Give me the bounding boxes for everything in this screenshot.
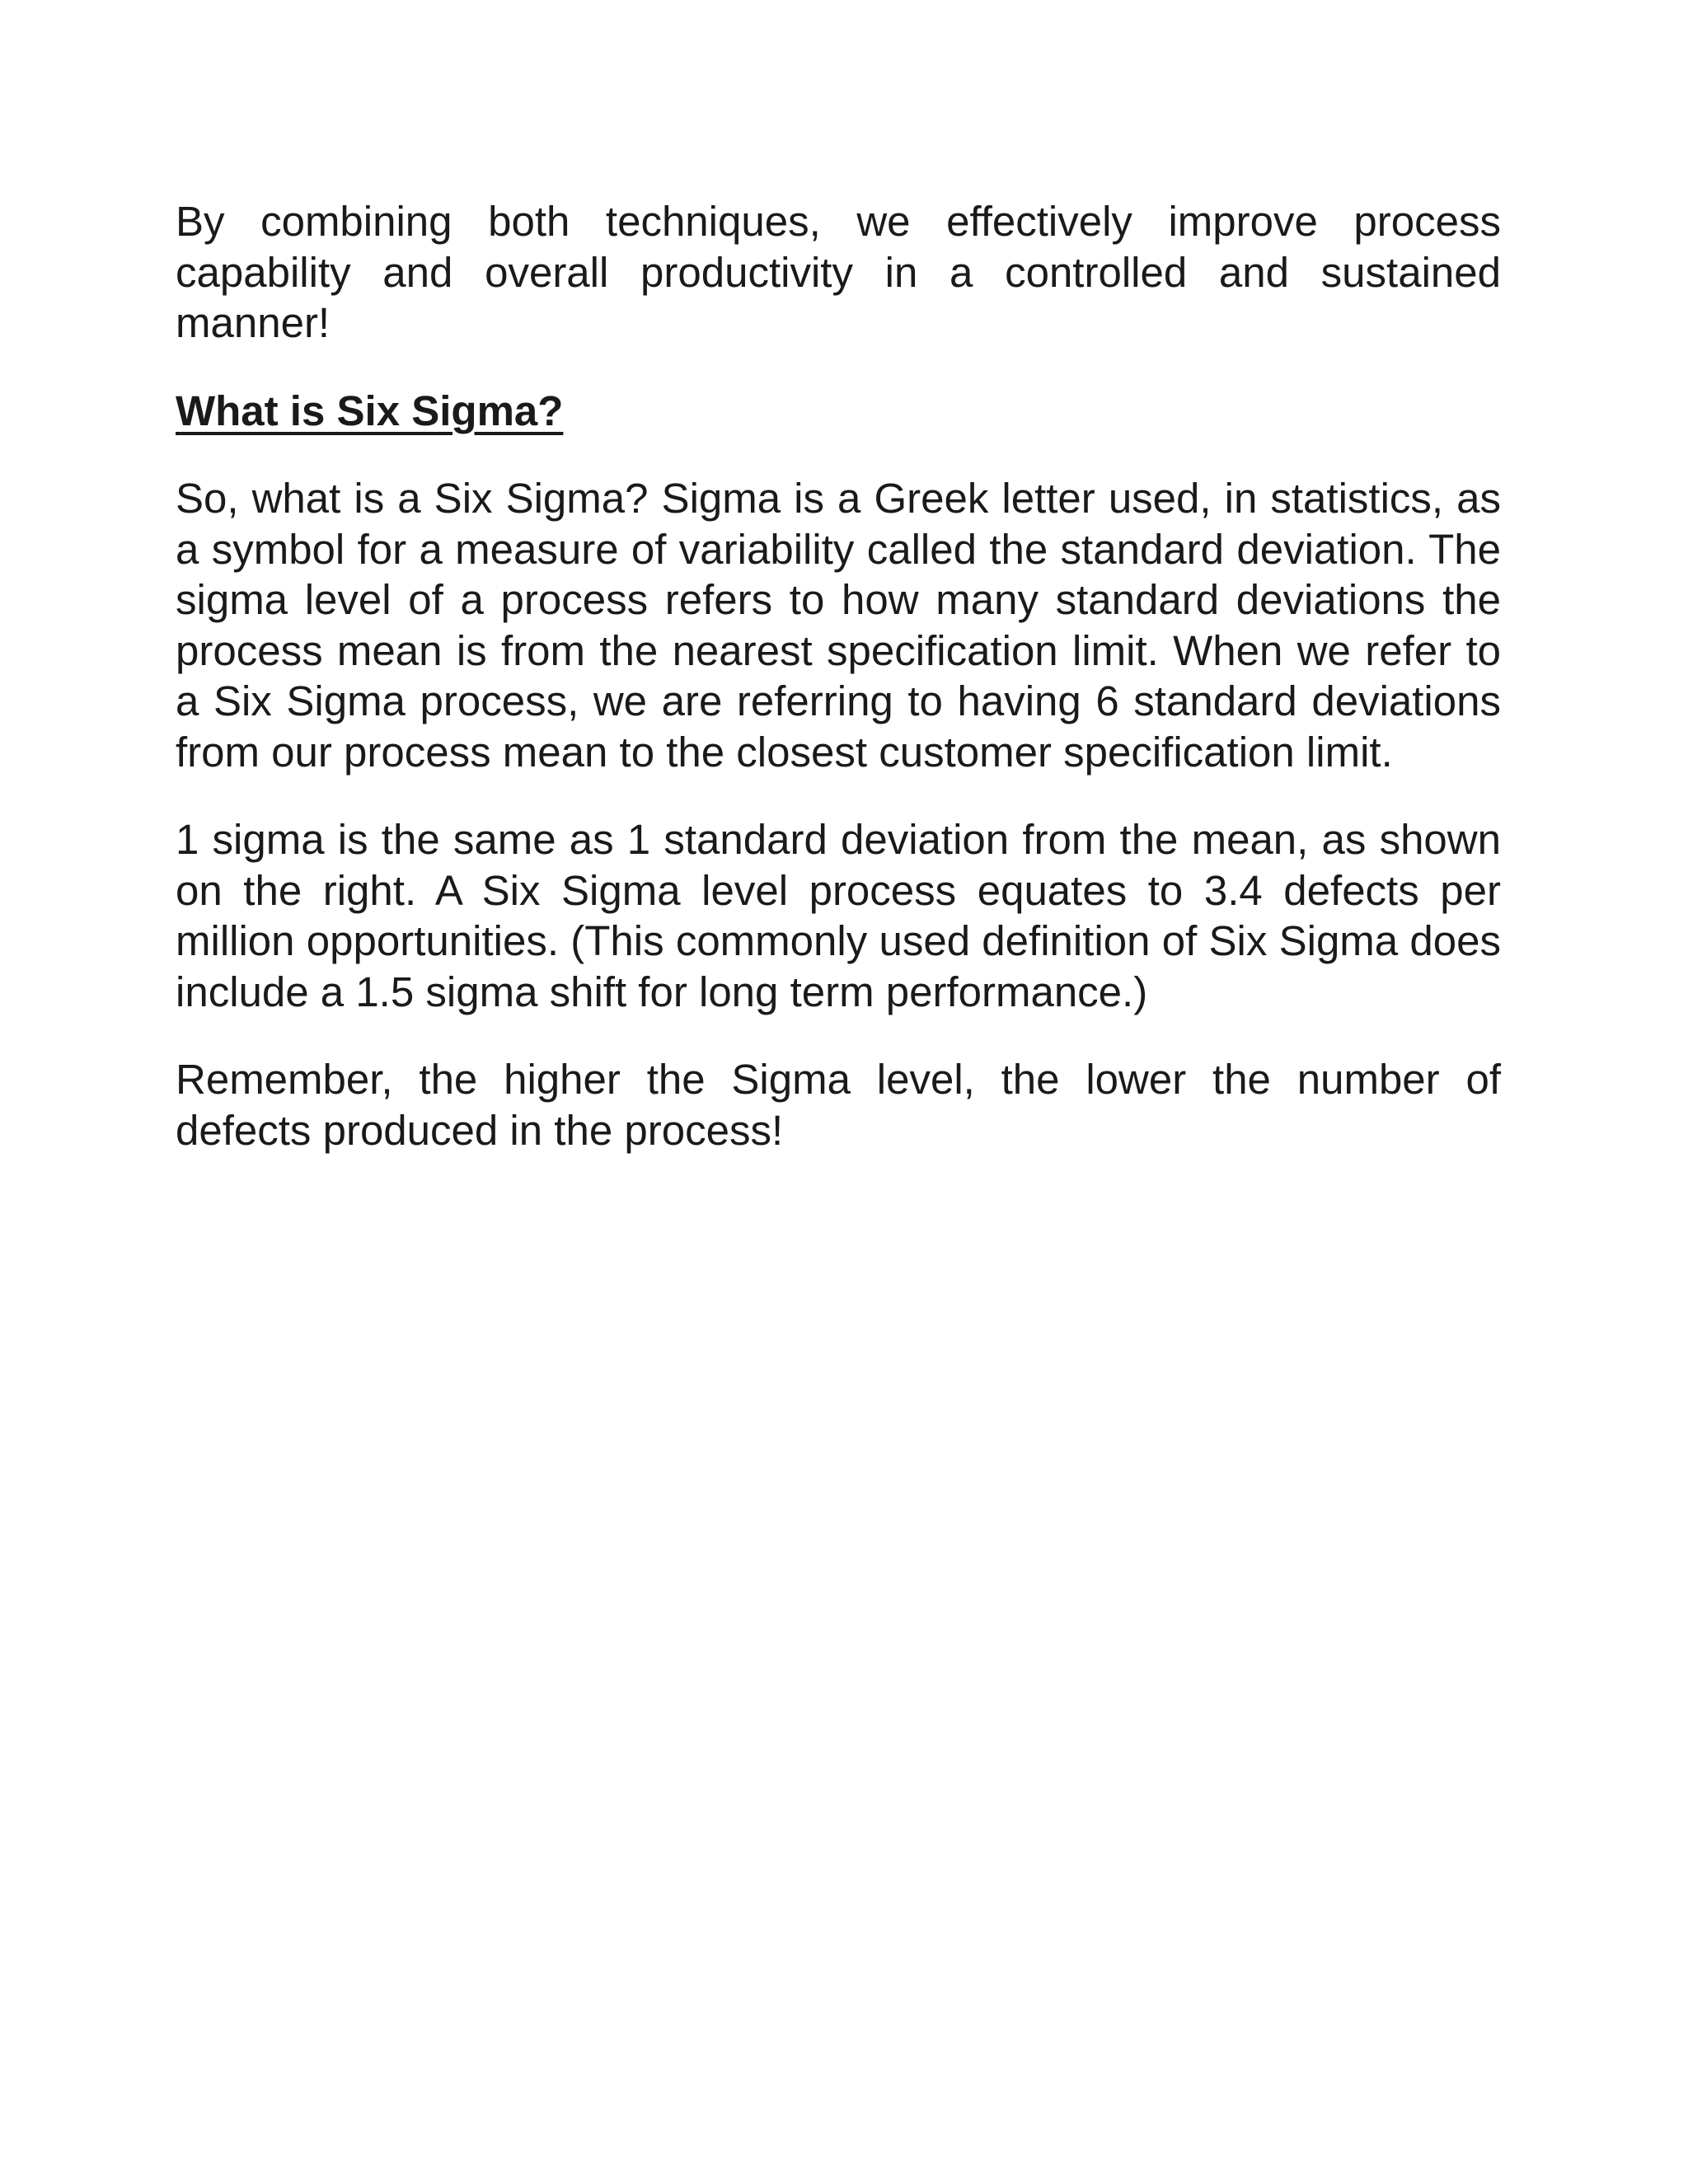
document-page xyxy=(176,196,1501,1155)
intro-paragraph: By combining both techniques, we effectively improve process capability and overall productivity in a controlled and sustained manner! xyxy=(176,198,1501,346)
section-heading: What is Six Sigma? xyxy=(176,387,564,434)
body-paragraph: Remember, the higher the Sigma level, the lower the number of defects produced in the process! xyxy=(176,1056,1501,1154)
body-paragraph: 1 sigma is the same as 1 standard deviation from the mean, as shown on the right. A Six Sigma level process equates to 3.4 defects per million opportunities. (This commonly used definition of Six Sigma does include a 1.5 sigma shift for long term performance.) xyxy=(176,816,1501,1015)
body-paragraph: So, what is a Six Sigma? Sigma is a Greek letter used, in statistics, as a symbol for a measure of variability called the standard deviation. The sigma level of a process refers to how many standard deviations the process mean is from the nearest specification limit. When we refer to a Six Sigma process, we are referring to having 6 standard deviations from our process mean to the closest customer specification limit. xyxy=(176,475,1501,776)
